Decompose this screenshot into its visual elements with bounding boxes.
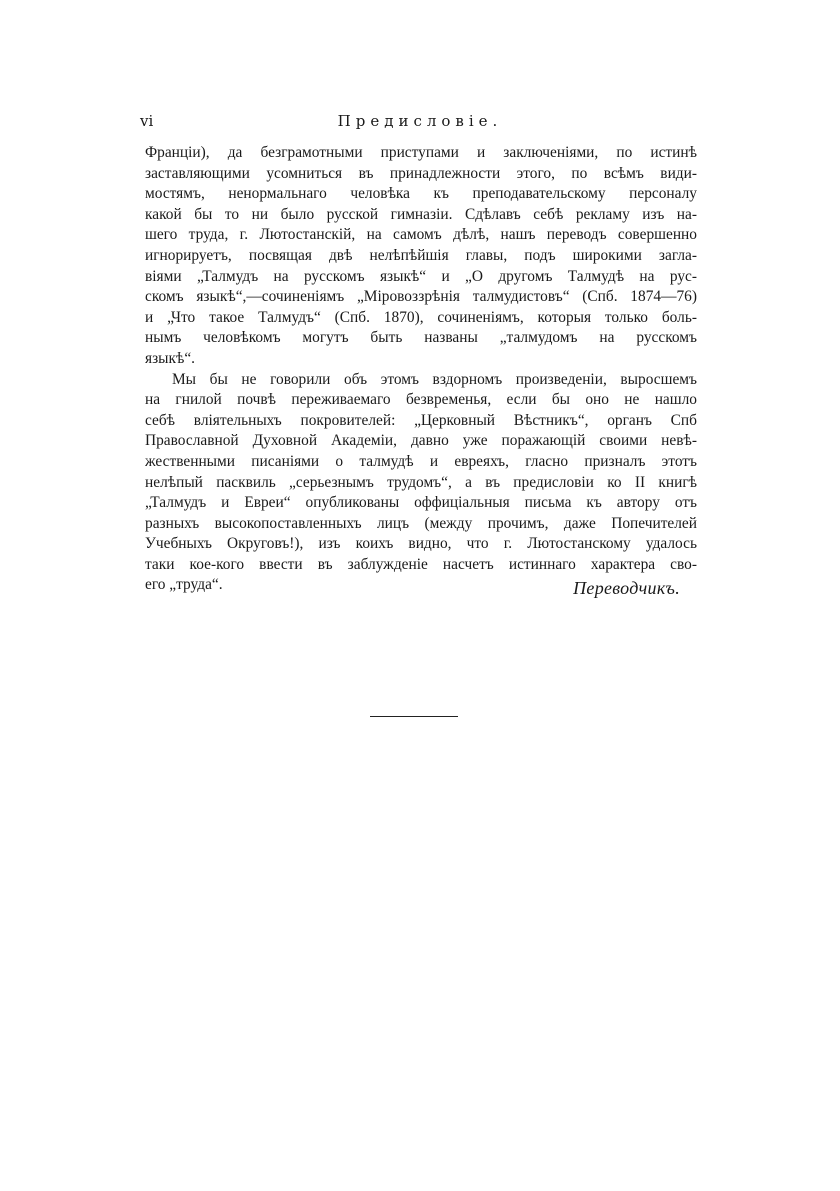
text-line: языкѣ“. bbox=[145, 349, 196, 367]
text-line: шего труда, г. Лютостанскій, на самомъ дѣлѣ, нашъ переводъ совершенно bbox=[145, 226, 697, 244]
paragraph-1 bbox=[145, 143, 697, 370]
signature: Переводчикъ. bbox=[573, 578, 680, 598]
text-line: таки кое-кого ввести въ заблужденіе насчетъ истиннаго характера сво- bbox=[145, 555, 697, 573]
text-line: какой бы то ни было русской гимназіи. Сдѣлавъ себѣ рекламу изъ на- bbox=[145, 205, 697, 223]
page-number: vi bbox=[140, 112, 154, 130]
text-line: „Талмудъ и Евреи“ опубликованы оффиціальныя письма къ автору отъ bbox=[145, 494, 697, 512]
running-title: Предисловіе. bbox=[337, 112, 503, 130]
text-line: на гнилой почвѣ переживаемаго безвременья, если бы оно не нашло bbox=[145, 391, 697, 409]
body-text bbox=[145, 143, 697, 596]
text-line: Мы бы не говорили объ этомъ вздорномъ произведеніи, выросшемъ bbox=[172, 370, 697, 388]
text-line: игнорируетъ, посвящая двѣ нелѣпѣйшія главы, подъ широкими загла- bbox=[145, 246, 697, 264]
text-line: Учебныхъ Округовъ!), изъ коихъ видно, что г. Лютостанскому удалось bbox=[145, 535, 697, 553]
text-line: себѣ вліятельныхъ покровителей: „Церковный Вѣстникъ“, органъ Спб bbox=[145, 411, 697, 429]
text-line: разныхъ высокопоставленныхъ лицъ (между прочимъ, даже Попечителей bbox=[145, 514, 697, 532]
closing-rule bbox=[370, 716, 458, 717]
text-line: Франціи), да безграмотными приступами и заключеніями, по истинѣ bbox=[145, 144, 697, 161]
text-line: и „Что такое Талмудъ“ (Спб. 1870), сочиненіямъ, которыя только боль- bbox=[145, 308, 697, 326]
paragraph-2 bbox=[145, 370, 697, 597]
text-line: скомъ языкѣ“,—сочиненіямъ „Міровоззрѣнія талмудистовъ“ (Спб. 1874—76) bbox=[145, 288, 697, 306]
text-line: жественными писаніями о талмудѣ и евреяхъ, гласно призналъ этотъ bbox=[145, 452, 697, 470]
text-line: мостямъ, ненормальнаго человѣка къ преподавательскому персоналу bbox=[145, 185, 697, 203]
text-line: Православной Духовной Академіи, давно уже поражающій своими невѣ- bbox=[145, 432, 697, 450]
text-line: его „труда“. bbox=[145, 576, 223, 594]
text-line: нымъ человѣкомъ могутъ быть названы „талмудомъ на русскомъ bbox=[145, 329, 697, 347]
text-line: заставляющими усомниться въ принадлежности этого, по всѣмъ види- bbox=[145, 164, 697, 182]
text-line: віями „Талмудъ на русскомъ языкѣ“ и „О другомъ Талмудѣ на рус- bbox=[145, 267, 697, 285]
text-line: нелѣпый пасквиль „серьезнымъ трудомъ“, а въ предисловіи ко II книгѣ bbox=[145, 473, 697, 491]
